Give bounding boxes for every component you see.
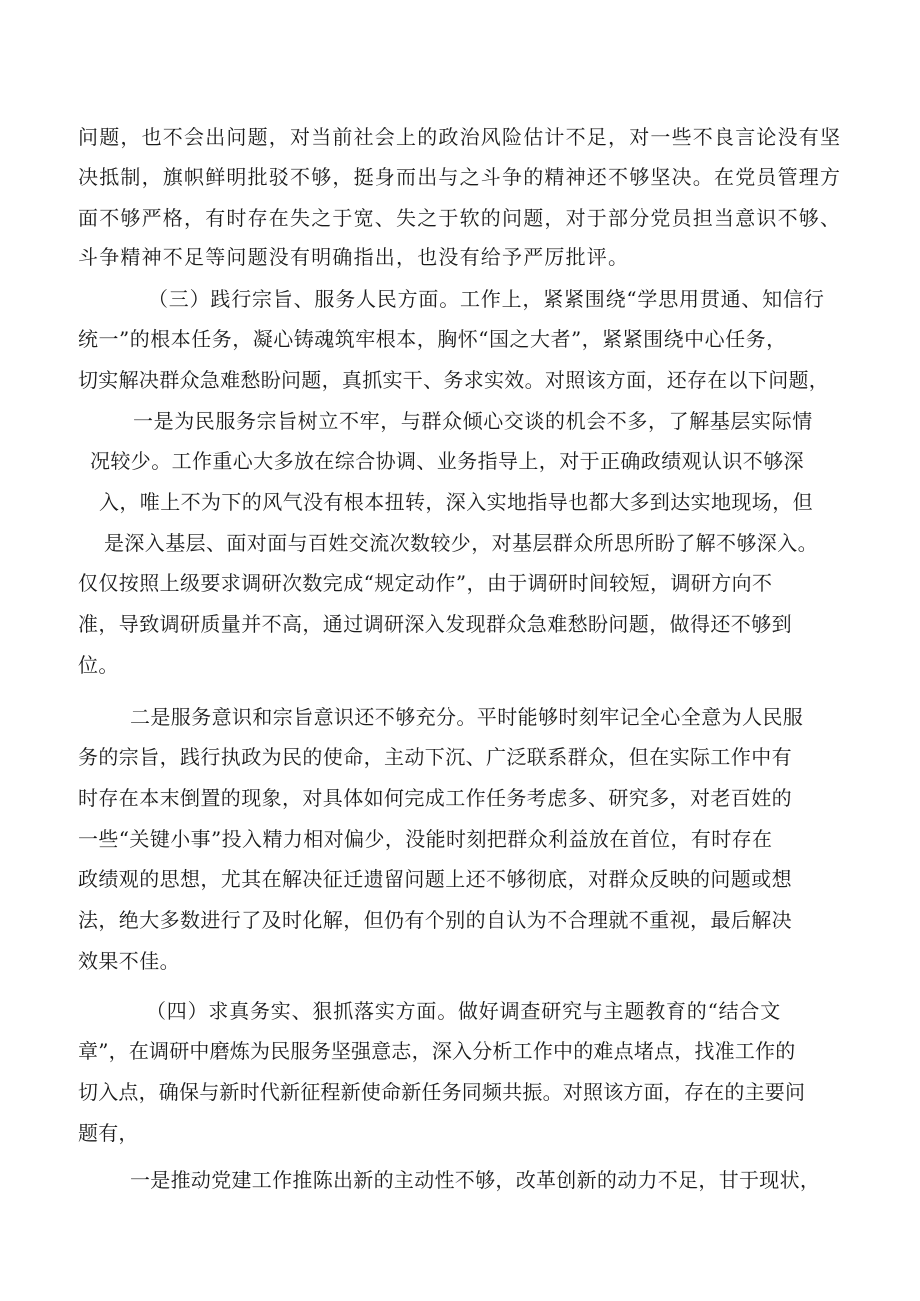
text-line: 一是推动党建工作推陈出新的主动性不够，改革创新的动力不足，甘于现状，	[130, 1168, 821, 1192]
text-line: 况较少。工作重心大多放在综合协调、业务指导上，对于正确政绩观认识不够深	[90, 449, 804, 473]
text-line: 时存在本末倒置的现象，对具体如何完成工作任务考虑多、研究多，对老百姓的	[78, 786, 792, 810]
text-line: 切入点，确保与新时代新征程新使命新任务同频共振。对照该方面，存在的主要问	[78, 1080, 806, 1104]
text-line: 斗争精神不足等问题没有明确指出，也没有给予严厉批评。	[78, 245, 630, 269]
text-line: 面不够严格，有时存在失之于宽、失之于软的问题，对于部分党员担当意识不够、	[78, 206, 842, 230]
text-line: 切实解决群众急难愁盼问题，真抓实干、务求实效。对照该方面，还存在以下问题，	[78, 368, 830, 392]
text-line: 二是服务意识和宗旨意识还不够充分。平时能够时刻牢记全心全意为人民服	[130, 705, 804, 729]
text-line: 统一”的根本任务，凝心铸魂筑牢根本，胸怀“国之大者”，紧紧围绕中心任务，	[78, 327, 787, 351]
text-line: 问题，也不会出问题，对当前社会上的政治风险估计不足，对一些不良言论没有坚	[78, 125, 842, 149]
text-line: 入，唯上不为下的风气没有根本扭转，深入实地指导也都大多到达实地现场，但	[99, 490, 813, 514]
section-heading-line: （四）求真务实、狠抓落实方面。做好调查研究与主题教育的“结合文	[146, 999, 782, 1023]
text-line: 题有，	[78, 1121, 139, 1145]
text-line: 仅仅按照上级要求调研次数完成“规定动作”，由于调研时间较短，调研方向不	[78, 571, 773, 595]
text-line: 决抵制，旗帜鲜明批驳不够，挺身而出与之斗争的精神还不够坚决。在党员管理方	[78, 165, 842, 189]
text-line: 政绩观的思想，尤其在解决征迁遗留问题上还不够彻底，对群众反映的问题或想	[78, 867, 792, 891]
text-line: 一些“关键小事”投入精力相对偏少，没能时刻把群众利益放在首位，有时存在	[78, 827, 773, 851]
text-line: 效果不佳。	[78, 949, 180, 973]
text-line: 务的宗旨，践行执政为民的使命，主动下沉、广泛联系群众，但在实际工作中有	[78, 745, 792, 769]
text-line: 法，绝大多数进行了及时化解，但仍有个别的自认为不合理就不重视，最后解决	[78, 908, 792, 932]
text-line: 是深入基层、面对面与百姓交流次数较少，对基层群众所思所盼了解不够深入。	[104, 531, 818, 555]
section-heading-line: （三）践行宗旨、服务人民方面。工作上，紧紧围绕“学思用贯通、知信行	[148, 287, 825, 311]
text-line: 准，导致调研质量并不高，通过调研深入发现群众急难愁盼问题，做得还不够到	[78, 612, 792, 636]
text-line: 一是为民服务宗旨树立不牢，与群众倾心交谈的机会不多，了解基层实际情	[133, 409, 813, 433]
text-line: 章”，在调研中磨炼为民服务坚强意志，深入分析工作中的难点堵点，找准工作的	[78, 1039, 796, 1063]
text-line: 位。	[78, 653, 119, 677]
